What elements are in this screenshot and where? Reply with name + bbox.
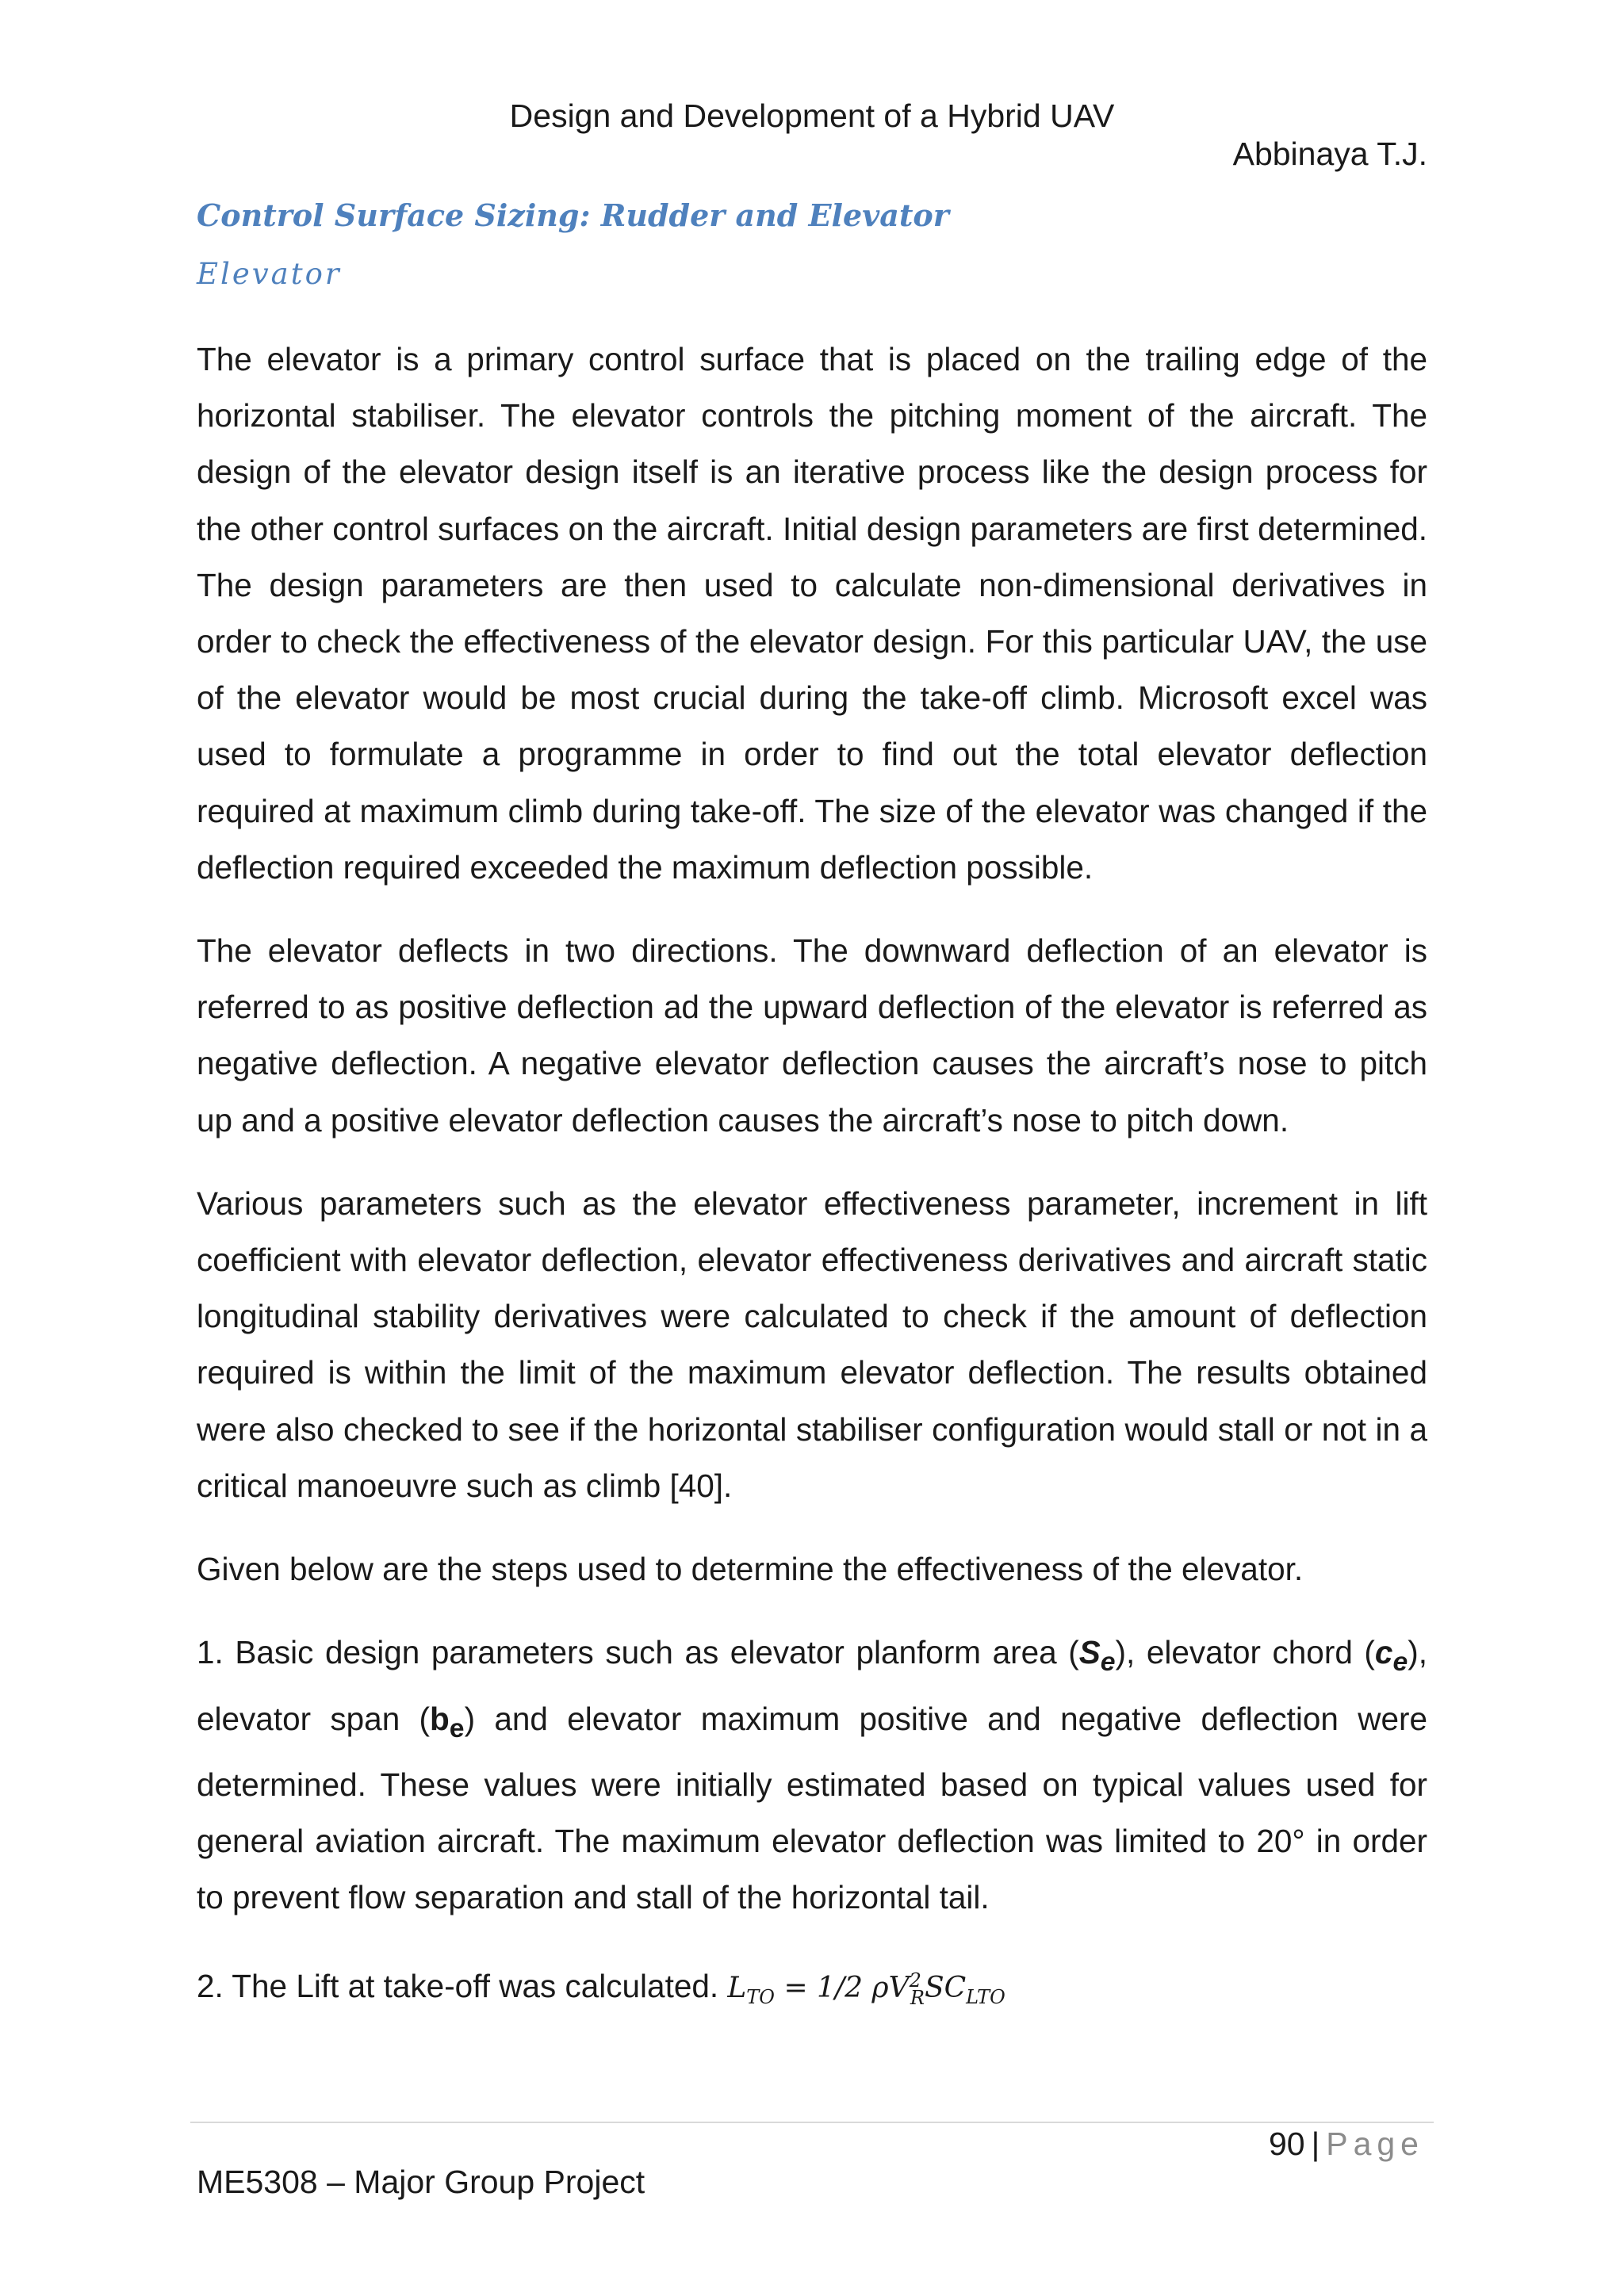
paragraph-parameters: Various parameters such as the elevator effectiveness parameter, increment in lift coefficient with elevator deflection, elevator effectiveness derivatives and aircraft static longitudinal stability derivatives were calculated to check if the amount of deflection required is within the limit of the maximum elevator deflection. The results obtained were also checked to see if the horizontal stabiliser configuration would stall or not in a critical manoeuvre such as climb [40]. [197,1184,1427,1504]
symbol-ce: $c_e$ [1374,1634,1408,1678]
step-2-text: 2. The Lift at take-off was calculated. [197,1968,728,2005]
header-title: Design and Development of a Hybrid UAV [509,98,1115,134]
lift-equation: $L_{TO} = 1/2$ $\rho V^2_RSC_{LTO}$ [727,1969,1005,2009]
page-number: 90 | Page [1268,2126,1424,2162]
symbol-be: $b_e$ [430,1700,465,1743]
section-heading: Control Surface Sizing: Rudder and Elevator [197,197,949,233]
step-1-text-d: ) and elevator maximum positive and negative deflection were determined. These values were initially estimated based on typical values used for general aviation aircraft. The maximum elevator deflection was limited to 20° in order to prevent flow separation and stall of the horizontal tail. [197,1700,1427,1916]
page-label: Page [1326,2126,1424,2162]
subsection-heading: Elevator [197,257,342,291]
step-1 [197,1624,1427,1926]
paragraph-steps-intro: Given below are the steps used to determine the effectiveness of the elevator. [197,1551,1304,1588]
step-1-text-b: ), elevator chord ( [1115,1634,1375,1671]
paragraph-intro: The elevator is a primary control surface that is placed on the trailing edge of the horizontal stabiliser. The elevator controls the pitching moment of the aircraft. The design of the elevator design itself is an iterative process like the design process for the other control surfaces on the aircraft. Initial design parameters are first determined. The design parameters are then used to calculate non-dimensional derivatives in order to check the effectiveness of the elevator design. For this particular UAV, the use of the elevator would be most crucial during the take-off climb. Microsoft excel was used to formulate a programme in order to find out the total elevator deflection required at maximum climb during take-off. The size of the elevator was changed if the deflection required exceeded the maximum deflection possible. [197,341,1427,886]
step-1-text-c: ), elevator span ( [197,1634,1427,1737]
footer-project: ME5308 – Major Group Project [197,2164,645,2200]
body-text [197,331,1427,2053]
footer-divider [190,2122,1434,2123]
step-1-text-a: 1. Basic design parameters such as elevator planform area ( [197,1634,1079,1671]
paragraph-deflection-directions: The elevator deflects in two directions. The downward deflection of an elevator is referred to as positive deflection ad the upward deflection of the elevator is referred as negative deflection. A negative elevator deflection causes the aircraft’s nose to pitch up and a positive elevator deflection causes the aircraft’s nose to pitch down. [197,932,1427,1138]
step-2 [197,1953,1427,2026]
header-author: Abbinaya T.J. [1232,136,1427,172]
symbol-Se: $S_e$ [1078,1634,1116,1678]
